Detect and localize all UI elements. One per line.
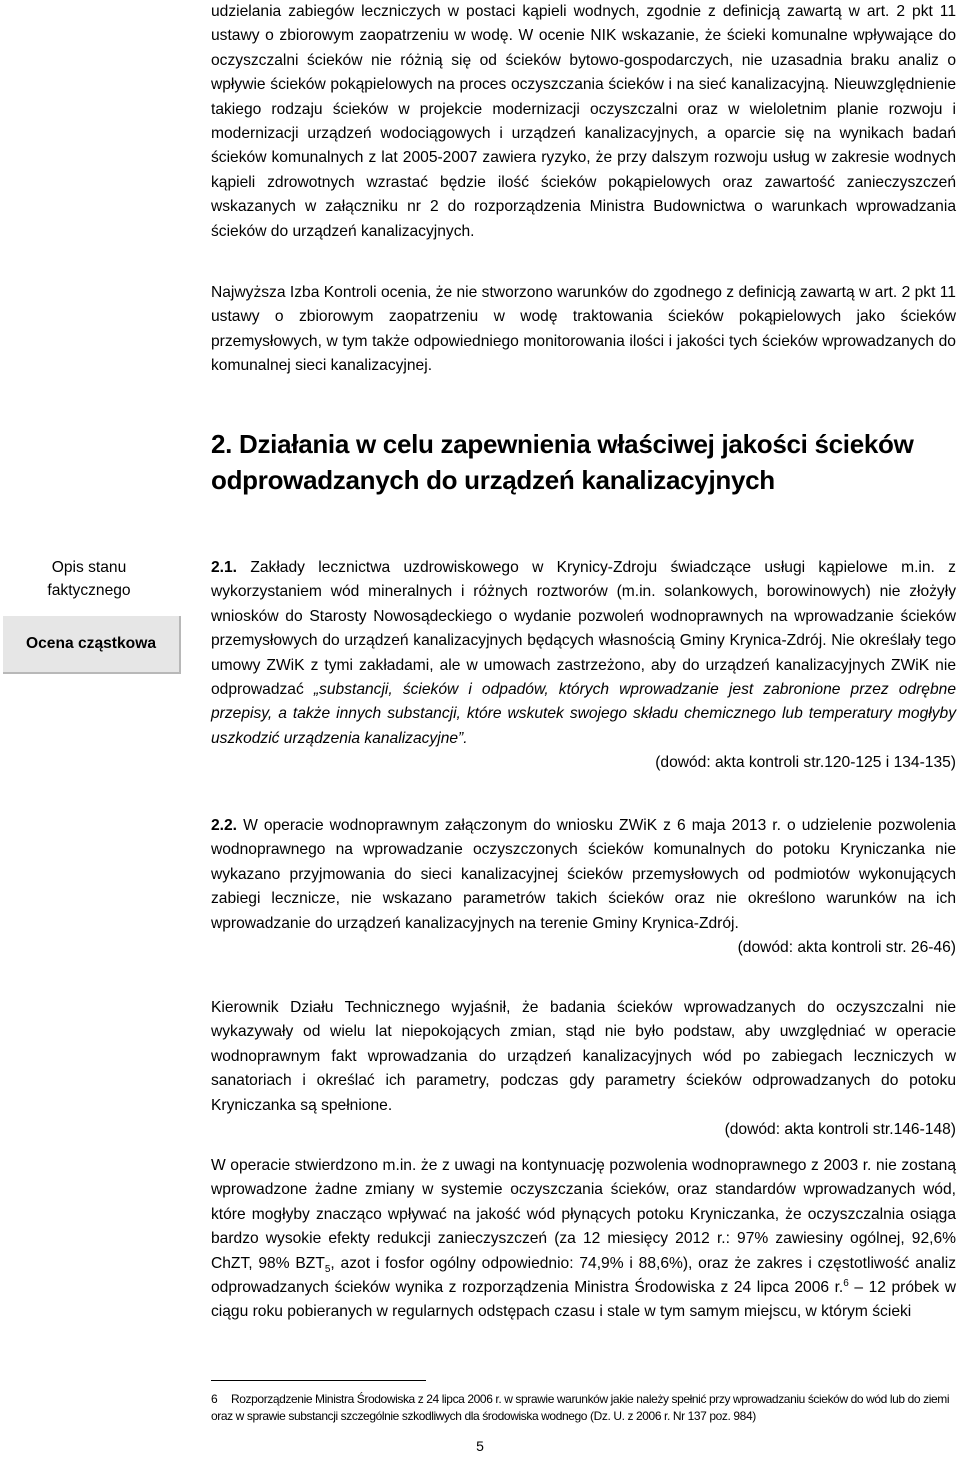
paragraph-operat [211, 1154, 956, 1325]
paragraph-ocena: Najwyższa Izba Kontroli ocenia, że nie stworzono warunków do zgodnego z definicją zawartą w art. 2 pkt 11 ustawy o zbiorowym zaopatrzeniu w wodę traktowania ścieków pokąpielowych jako ścieków przemysłowych, w tym także odpowiedniego monitorowania ilości i jakości tych ścieków wprowadzanych do komunalnej sieci kanalizacyjnej. [211, 284, 956, 375]
footnote-text: Rozporządzenie Ministra Środowiska z 24 lipca 2006 r. w sprawie warunków jakie należy spełnić przy wprowadzaniu ścieków do wód lub do ziemi oraz w sprawie substancji szczególnie szkodliwych dla środowiska wodnego (Dz. U. z 2006 r. Nr 137 poz. 984) [211, 1392, 950, 1423]
footnote [211, 1391, 956, 1425]
evidence-2-2: (dowód: akta kontroli str. 26-46) [737, 939, 956, 957]
footnote-divider [211, 1380, 426, 1381]
section-heading: 2. Działania w celu zapewnienia właściwej jakości ścieków odprowadzanych do urządzeń kanalizacyjnych [211, 429, 914, 495]
evidence-2-1: (dowód: akta kontroli str.120-125 i 134-135) [655, 754, 956, 772]
section-2-1 [211, 556, 956, 776]
operat-block [211, 1154, 956, 1325]
operat-subscript: 5 [324, 1263, 331, 1275]
ocena-label-text: Ocena cząstkowa [25, 635, 156, 652]
paragraph-2-1 [211, 556, 956, 751]
sidebar-label-ocena [3, 616, 181, 674]
section-number-2-1: 2.1. [211, 559, 238, 576]
section-number-2-2: 2.2. [211, 817, 238, 834]
section-2-1-quote: „substancji, ścieków i odpadów, których wprowadzanie jest zabronione przez odrębne przepisy, a także innych substancji, które wskutek swojego składu chemicznego lub temperatury mogłyby uszkodzić urządzenia kanalizacyjne”. [211, 681, 956, 747]
sidebar-label-opis: Opis stanu faktycznego [47, 559, 131, 599]
evidence-kierownik: (dowód: akta kontroli str.146-148) [724, 1121, 956, 1139]
footnote-number: 6 [211, 1392, 218, 1406]
kierownik-block [211, 996, 956, 1142]
operat-text-c: – 12 próbek w ciągu roku pobieranych w regularnych odstępach czasu i stale w tym samym miejscu, w którym ścieki [211, 1279, 956, 1321]
operat-text-b: , azot i fosfor ogólny odpowiednio: 74,9% i 88,6%), oraz że zakres i częstotliwość analiz odprowadzanych ścieków wynika z rozporządzenia Ministra Środowiska z 24 lipca 2006 r. [211, 1254, 956, 1297]
ocena-paragraph-block [211, 281, 956, 379]
paragraph-intro: udzielania zabiegów leczniczych w postaci kąpieli wodnych, zgodnie z definicją zawartą w art. 2 pkt 11 ustawy o zbiorowym zaopatrzeniu w wodę. W ocenie NIK wskazanie, że ścieki komunalne wpływające do oczyszczalni ścieków nie różnią się od ścieków bytowo-gospodarczych, nie uzasadnia braku analiz o wpływie ścieków pokąpielowych na proces oczyszczania ścieków i na sieć kanalizacyjną. Nieuwzględnienie takiego rodzaju ścieków w projekcie modernizacji oczyszczalni oraz w wieloletnim planie rozwoju i modernizacji urządzeń wodociągowych i urządzeń kanalizacyjnych, a oparcie się na wynikach badań ścieków komunalnych z lat 2005-2007 zawiera ryzyko, że przy dalszym rozwoju usług w zakresie wodnych kąpieli zdrowotnych wzrastać będzie ilość ścieków pokąpielowych oraz zawartość zanieczyszczeń wskazanych w załączniku nr 2 do rozporządzenia Ministra Budownictwa o warunkach wprowadzania ścieków do urządzeń kanalizacyjnych. [211, 3, 956, 240]
paragraph-kierownik: Kierownik Działu Technicznego wyjaśnił, że badania ścieków wprowadzanych do oczyszczalni nie wykazywały od wielu lat niepokojących zmian, stąd nie było podstaw, aby uwzględniać w operacie wodnoprawnym fakt wprowadzania do urządzeń kanalizacyjnych wód po zabiegach leczniczych w sanatoriach i określać ich parametry, podczas gdy parametry ścieków odprowadzanych do potoku Kryniczanka są spełnione. [211, 999, 956, 1114]
page-number: 5 [476, 1438, 484, 1454]
paragraph-2-2 [211, 814, 956, 936]
top-section [211, 0, 956, 244]
operat-text-a: W operacie stwierdzono m.in. że z uwagi na kontynuację pozwolenia wodnoprawnego z 2003 r. nie zostaną wprowadzone żadne zmiany w systemie oczyszczania ścieków, oraz standardów wprowadzanych wód, które mogłyby znacząco wpływać na jakość wód płynących potoku Kryniczanka, że oczyszczalnia osiąga bardzo wysokie efekty redukcji zanieczyszczeń (za 12 miesięcy 2012 r.: 97% zawiesiny ogólnej, 92,6% ChZT, 98% BZT [211, 1157, 956, 1272]
section-2-2-text: W operacie wodnoprawnym załączonym do wniosku ZWiK z 6 maja 2013 r. o udzielenie pozwolenia wodnoprawnego na wprowadzanie oczyszczonych ścieków komunalnych do potoku Kryniczanka nie wykazano przyjmowania do sieci kanalizacyjnej ścieków przemysłowych od podmiotów wykonujących zabiegi lecznicze, nie wskazano parametrów takich ścieków oraz nie określono warunków na ich wprowadzanie do urządzeń kanalizacyjnych na terenie Gminy Krynica-Zdrój. [211, 817, 956, 932]
section-2-1-text: Zakłady lecznictwa uzdrowiskowego w Krynicy-Zdroju świadczące usługi kąpielowe m.in. z wykorzystaniem wód mineralnych i różnych roztworów (m.in. solankowych, borowinowych) nie złożyły wniosków do Starosty Nowosądeckiego o wydanie pozwoleń wodnoprawnych na wprowadzanie ścieków przemysłowych do urządzeń kanalizacyjnych będących własnością Gminy Krynica-Zdrój. Nie określały tego umowy ZWiK z tymi zakładami, ale w umowach zastrzeżono, aby do urządzeń kanalizacyjnych ZWiK nie odprowadzać [211, 559, 956, 699]
section-2-2 [211, 814, 956, 960]
footnote-ref: 6 [843, 1277, 849, 1289]
